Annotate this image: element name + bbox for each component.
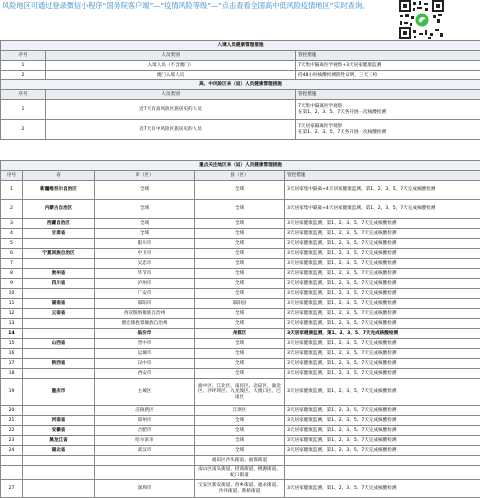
table-row: [1, 299, 480, 309]
row-city: 全域: [95, 219, 195, 229]
inbound-title: 入境人员健康管理措施: [1, 41, 480, 51]
row-city: 主城区: [95, 379, 195, 406]
row-city: 运城市: [95, 349, 195, 359]
row-province: 西藏自治区: [23, 219, 95, 229]
row-city: 邵阳市: [95, 299, 195, 309]
row-index: 10: [1, 289, 23, 299]
col-province: 省: [23, 171, 95, 181]
row-city: 德宏傣族景颇族自治州: [95, 319, 195, 329]
table-row: [1, 289, 480, 299]
row-city: 全域: [95, 181, 195, 200]
row-category: 澳门入境人员: [46, 71, 296, 81]
row-measure: 3天居家健康监测，第1、2、3、5、7天完成核酸检测: [285, 339, 480, 349]
row-county: 全域: [195, 289, 285, 299]
row-measure: 3天居家健康监测，第1、2、3、5、7天完成核酸检测: [285, 426, 480, 436]
row-index: 2: [1, 71, 46, 81]
table-row: [1, 120, 480, 140]
row-province: 重庆市: [23, 379, 95, 406]
row-measure: 3天居家健康监测，第1、2、3、5、7天完成核酸检测: [285, 406, 480, 416]
table-row: [1, 309, 480, 319]
row-city: 哈尔滨市: [95, 436, 195, 446]
table-row: [1, 480, 480, 498]
table-row: [1, 200, 480, 219]
row-index: 24: [1, 446, 23, 456]
table-row: [1, 249, 480, 259]
row-province: 湖北省: [23, 446, 95, 456]
row-city: 郑州市: [95, 416, 195, 426]
row-province: 湖南省: [23, 299, 95, 309]
row-city: 汉中市: [95, 359, 195, 369]
row-county: 全域: [195, 219, 285, 229]
row-index: 23: [1, 436, 23, 446]
table-row: [1, 406, 480, 416]
row-province: 宁夏回族自治区: [23, 249, 95, 259]
row-province: [23, 259, 95, 269]
row-measure: 3天居家健康监测，第1、2、3、5、7天完成核酸检测: [285, 299, 480, 309]
row-measure: 7天集中隔离医学观察+3天居家健康监测: [296, 61, 480, 71]
row-index: 2: [1, 200, 23, 219]
risk-area-title: 高、中风险区来（返）人员健康管理措施: [1, 80, 480, 90]
row-province: [23, 319, 95, 329]
row-index: 15: [1, 339, 23, 349]
row-measure: 3天居家健康监测，第1、2、3、5、7天完成核酸检测: [285, 289, 480, 299]
row-measure: 3天居家健康监测，第1、2、3、5、7天完成核酸检测: [285, 279, 480, 289]
row-index: 11: [1, 299, 23, 309]
row-county: 全域: [195, 349, 285, 359]
row-city: 银川市: [95, 239, 195, 249]
row-province: 安徽省: [23, 426, 95, 436]
row-index: 1: [1, 181, 23, 200]
table-row: [1, 61, 480, 71]
row-province: 内蒙古自治区: [23, 200, 95, 219]
row-county: 南山区南头街道、招商街道、桃源街道、蛇口街道: [195, 466, 285, 480]
row-index: 16: [1, 349, 23, 359]
row-province: [23, 329, 95, 339]
row-measure: 3天居家健康监测，第1、2、3、5、7天完成核酸检测: [285, 239, 480, 249]
col-city: 市（区）: [95, 171, 195, 181]
table-row: [1, 259, 480, 269]
col-category: 人员类别: [46, 90, 296, 100]
table-row: [1, 219, 480, 229]
table-row: [1, 456, 480, 466]
row-county: 尧都区: [195, 329, 285, 339]
row-county: 全域: [195, 239, 285, 249]
col-index: 序号: [1, 171, 23, 181]
table-row: [1, 446, 480, 456]
row-city: 中卫市: [95, 249, 195, 259]
row-county: 全域: [195, 181, 285, 200]
row-city: 全域: [95, 229, 195, 239]
table-row: [1, 369, 480, 379]
row-index: 14: [1, 329, 23, 339]
row-province: 山西省: [23, 339, 95, 349]
row-county: 全域: [195, 249, 285, 259]
col-measure: 管控措施: [285, 171, 480, 181]
row-province: 云南省: [23, 309, 95, 319]
row-province: 新疆维吾尔自治区: [23, 181, 95, 200]
row-index: 22: [1, 426, 23, 436]
row-province: [23, 456, 95, 466]
table-row: [1, 359, 480, 369]
row-province: [23, 289, 95, 299]
row-measure: 7天集中隔离医学观察 在第1、2、3、5、7天各开展一次核酸检测: [296, 100, 480, 120]
row-county: 全域: [195, 309, 285, 319]
row-city: 泸州市: [95, 279, 195, 289]
row-measure: 3天居家健康监测，第1、2、3、5、7天完成核酸检测: [285, 359, 480, 369]
row-measure: 3天居家健康监测，第1、2、3、5、7天完成核酸检测: [285, 309, 480, 319]
row-city: 广安市: [95, 289, 195, 299]
row-index: 7: [1, 259, 23, 269]
row-measure: 3天居家健康监测，第1、2、3、5、7天完成核酸检测: [285, 446, 480, 456]
row-index: 5: [1, 239, 23, 249]
row-measure: [285, 466, 480, 480]
row-index: 1: [1, 100, 46, 120]
row-measure: 3天居家健康监测，第1、2、3、5、7天完成核酸检测: [285, 259, 480, 269]
row-index: 9: [1, 279, 23, 289]
table-row: [1, 181, 480, 200]
row-measure: 3天居家健康监测，第1、2、3、5、7天完成核酸检测: [285, 269, 480, 279]
row-index: 6: [1, 249, 23, 259]
row-city: 晋中市: [95, 339, 195, 349]
table-row: [1, 349, 480, 359]
row-measure: 3天居家集中隔离+4天居家健康监测，第1、2、3、5、7天完成核酸检测: [285, 181, 480, 200]
row-province: [23, 349, 95, 359]
row-measure: 3天居家健康监测，第1、2、3、5、7天完成核酸检测: [285, 319, 480, 329]
row-city: 毕节市: [95, 269, 195, 279]
row-province: 陕西省: [23, 359, 95, 369]
row-city: 深圳市: [95, 480, 195, 498]
row-index: 2: [1, 120, 46, 140]
row-county: 全域: [195, 279, 285, 289]
col-index: 序号: [1, 51, 46, 61]
row-county: 全域: [195, 446, 285, 456]
row-category: 入境人员（不含澳门）: [46, 61, 296, 71]
row-measure: 3天居家健康监测，第1、2、3、5、7天完成核酸检测: [285, 349, 480, 359]
table-row: [1, 329, 480, 339]
row-index: 21: [1, 416, 23, 426]
row-province: [23, 480, 95, 498]
row-index: 27: [1, 480, 23, 498]
table-row: [1, 239, 480, 249]
row-measure: 3天居家健康监测，第1、2、3、5、7天完成核酸检测: [285, 436, 480, 446]
key-region-table: [0, 160, 480, 498]
table-row: [1, 100, 480, 120]
row-index: 17: [1, 359, 23, 369]
row-city: 涪陵新区: [95, 406, 195, 416]
row-county: 宝安区新安街道、西乡街道、福永街道、沙井街道、新桥街道: [195, 480, 285, 498]
row-index: [1, 456, 23, 466]
table-row: [1, 426, 480, 436]
col-measure: 管控措施: [296, 90, 480, 100]
row-county: 全域: [195, 426, 285, 436]
row-county: 全域: [195, 319, 285, 329]
row-province: [23, 239, 95, 249]
row-measure: 3天居家健康监测，第1、2、3、5、7天完成核酸检测: [285, 329, 480, 339]
row-index: [1, 466, 23, 480]
table-row: [1, 436, 480, 446]
row-measure: 3天居家健康监测，第1、2、3、5、7天完成核酸检测: [285, 480, 480, 498]
row-province: [23, 406, 95, 416]
row-measure: 3天居家健康监测，第1、2、3、5、7天完成核酸检测: [285, 229, 480, 239]
row-county: 全域: [195, 436, 285, 446]
mini-program-qr-code: [397, 0, 447, 40]
table-row: [1, 279, 480, 289]
row-county: 江津区: [195, 406, 285, 416]
row-city: 武汉市: [95, 446, 195, 456]
notice-text: 风险地区可通过登录微信小程序“国务院客户端”—“疫情风险等级”—“点击查看全国高中低风险疫情地区”实时查询。: [2, 1, 382, 12]
row-province: [23, 369, 95, 379]
table-row: [1, 319, 480, 329]
row-province: 甘肃省: [23, 229, 95, 239]
row-category: 近7天有高风险区旅居史的人员: [46, 100, 296, 120]
row-city: 临汾市: [95, 329, 195, 339]
row-index: 19: [1, 379, 23, 406]
row-measure: 持48小时核酸检测阴性证明，三天三检: [296, 71, 480, 81]
row-measure: 3天居家集中隔离+4天居家健康监测，第1、2、3、5、7天完成核酸检测: [285, 200, 480, 219]
table-row: [1, 466, 480, 480]
row-county: 全域: [195, 269, 285, 279]
row-county: 邵阳县: [195, 299, 285, 309]
row-measure: 3天居家健康监测，第1、2、3、5、7天完成核酸检测: [285, 416, 480, 426]
row-county: 全域: [195, 416, 285, 426]
row-county: 全域: [195, 229, 285, 239]
row-city: [95, 466, 195, 480]
row-measure: 7天居家隔离医学观察 在第1、2、3、5、7天各开展一次核酸检测: [296, 120, 480, 140]
row-city: 西双版纳傣族自治州: [95, 309, 195, 319]
row-county: 全域: [195, 259, 285, 269]
table-row: [1, 416, 480, 426]
row-index: 13: [1, 319, 23, 329]
row-measure: 3天居家健康监测，第1、2、3、5、7天完成核酸检测: [285, 249, 480, 259]
row-category: 近7天有中风险区旅居史的人员: [46, 120, 296, 140]
row-measure: 3天居家健康监测，第1、2、3、5、7天完成核酸检测: [285, 369, 480, 379]
row-index: 18: [1, 369, 23, 379]
row-county: 渝中区、江北区、南岸区、北碚区、渝北区、沙坪坝区、九龙坡区、大渡口区、巴南区: [195, 379, 285, 406]
row-province: [23, 466, 95, 480]
row-county: 福田区沙头街道、福保街道: [195, 456, 285, 466]
risk-area-table: [0, 79, 480, 140]
row-county: 全域: [195, 369, 285, 379]
row-county: 全域: [195, 339, 285, 349]
col-county: 县（区）: [195, 171, 285, 181]
row-province: 河南省: [23, 416, 95, 426]
row-province: 四川省: [23, 279, 95, 289]
col-index: 序号: [1, 90, 46, 100]
row-index: 20: [1, 406, 23, 416]
table-row: [1, 229, 480, 239]
header: [0, 0, 480, 40]
row-city: 吴忠市: [95, 259, 195, 269]
key-region-title: 重点关注地区来（返）人员健康管理措施: [1, 161, 480, 171]
row-province: 黑龙江省: [23, 436, 95, 446]
row-index: 1: [1, 61, 46, 71]
row-measure: 3天居家健康监测，第1、2、3、5、7天完成核酸检测: [285, 379, 480, 406]
row-city: 西安市: [95, 369, 195, 379]
table-row: [1, 269, 480, 279]
row-city: 全域: [95, 200, 195, 219]
row-index: 12: [1, 309, 23, 319]
row-city: 合肥市: [95, 426, 195, 436]
col-measure: 管控措施: [296, 51, 480, 61]
row-index: 4: [1, 229, 23, 239]
table-row: [1, 339, 480, 349]
inbound-table: [0, 40, 480, 81]
table-row: [1, 379, 480, 406]
row-county: 全域: [195, 359, 285, 369]
col-category: 人员类别: [46, 51, 296, 61]
row-measure: 3天居家健康监测，第1、2、3、5、7天完成核酸检测: [285, 219, 480, 229]
row-index: 8: [1, 269, 23, 279]
row-county: 全域: [195, 200, 285, 219]
row-measure: [285, 456, 480, 466]
row-index: 3: [1, 219, 23, 229]
row-province: 贵州省: [23, 269, 95, 279]
row-city: [95, 456, 195, 466]
